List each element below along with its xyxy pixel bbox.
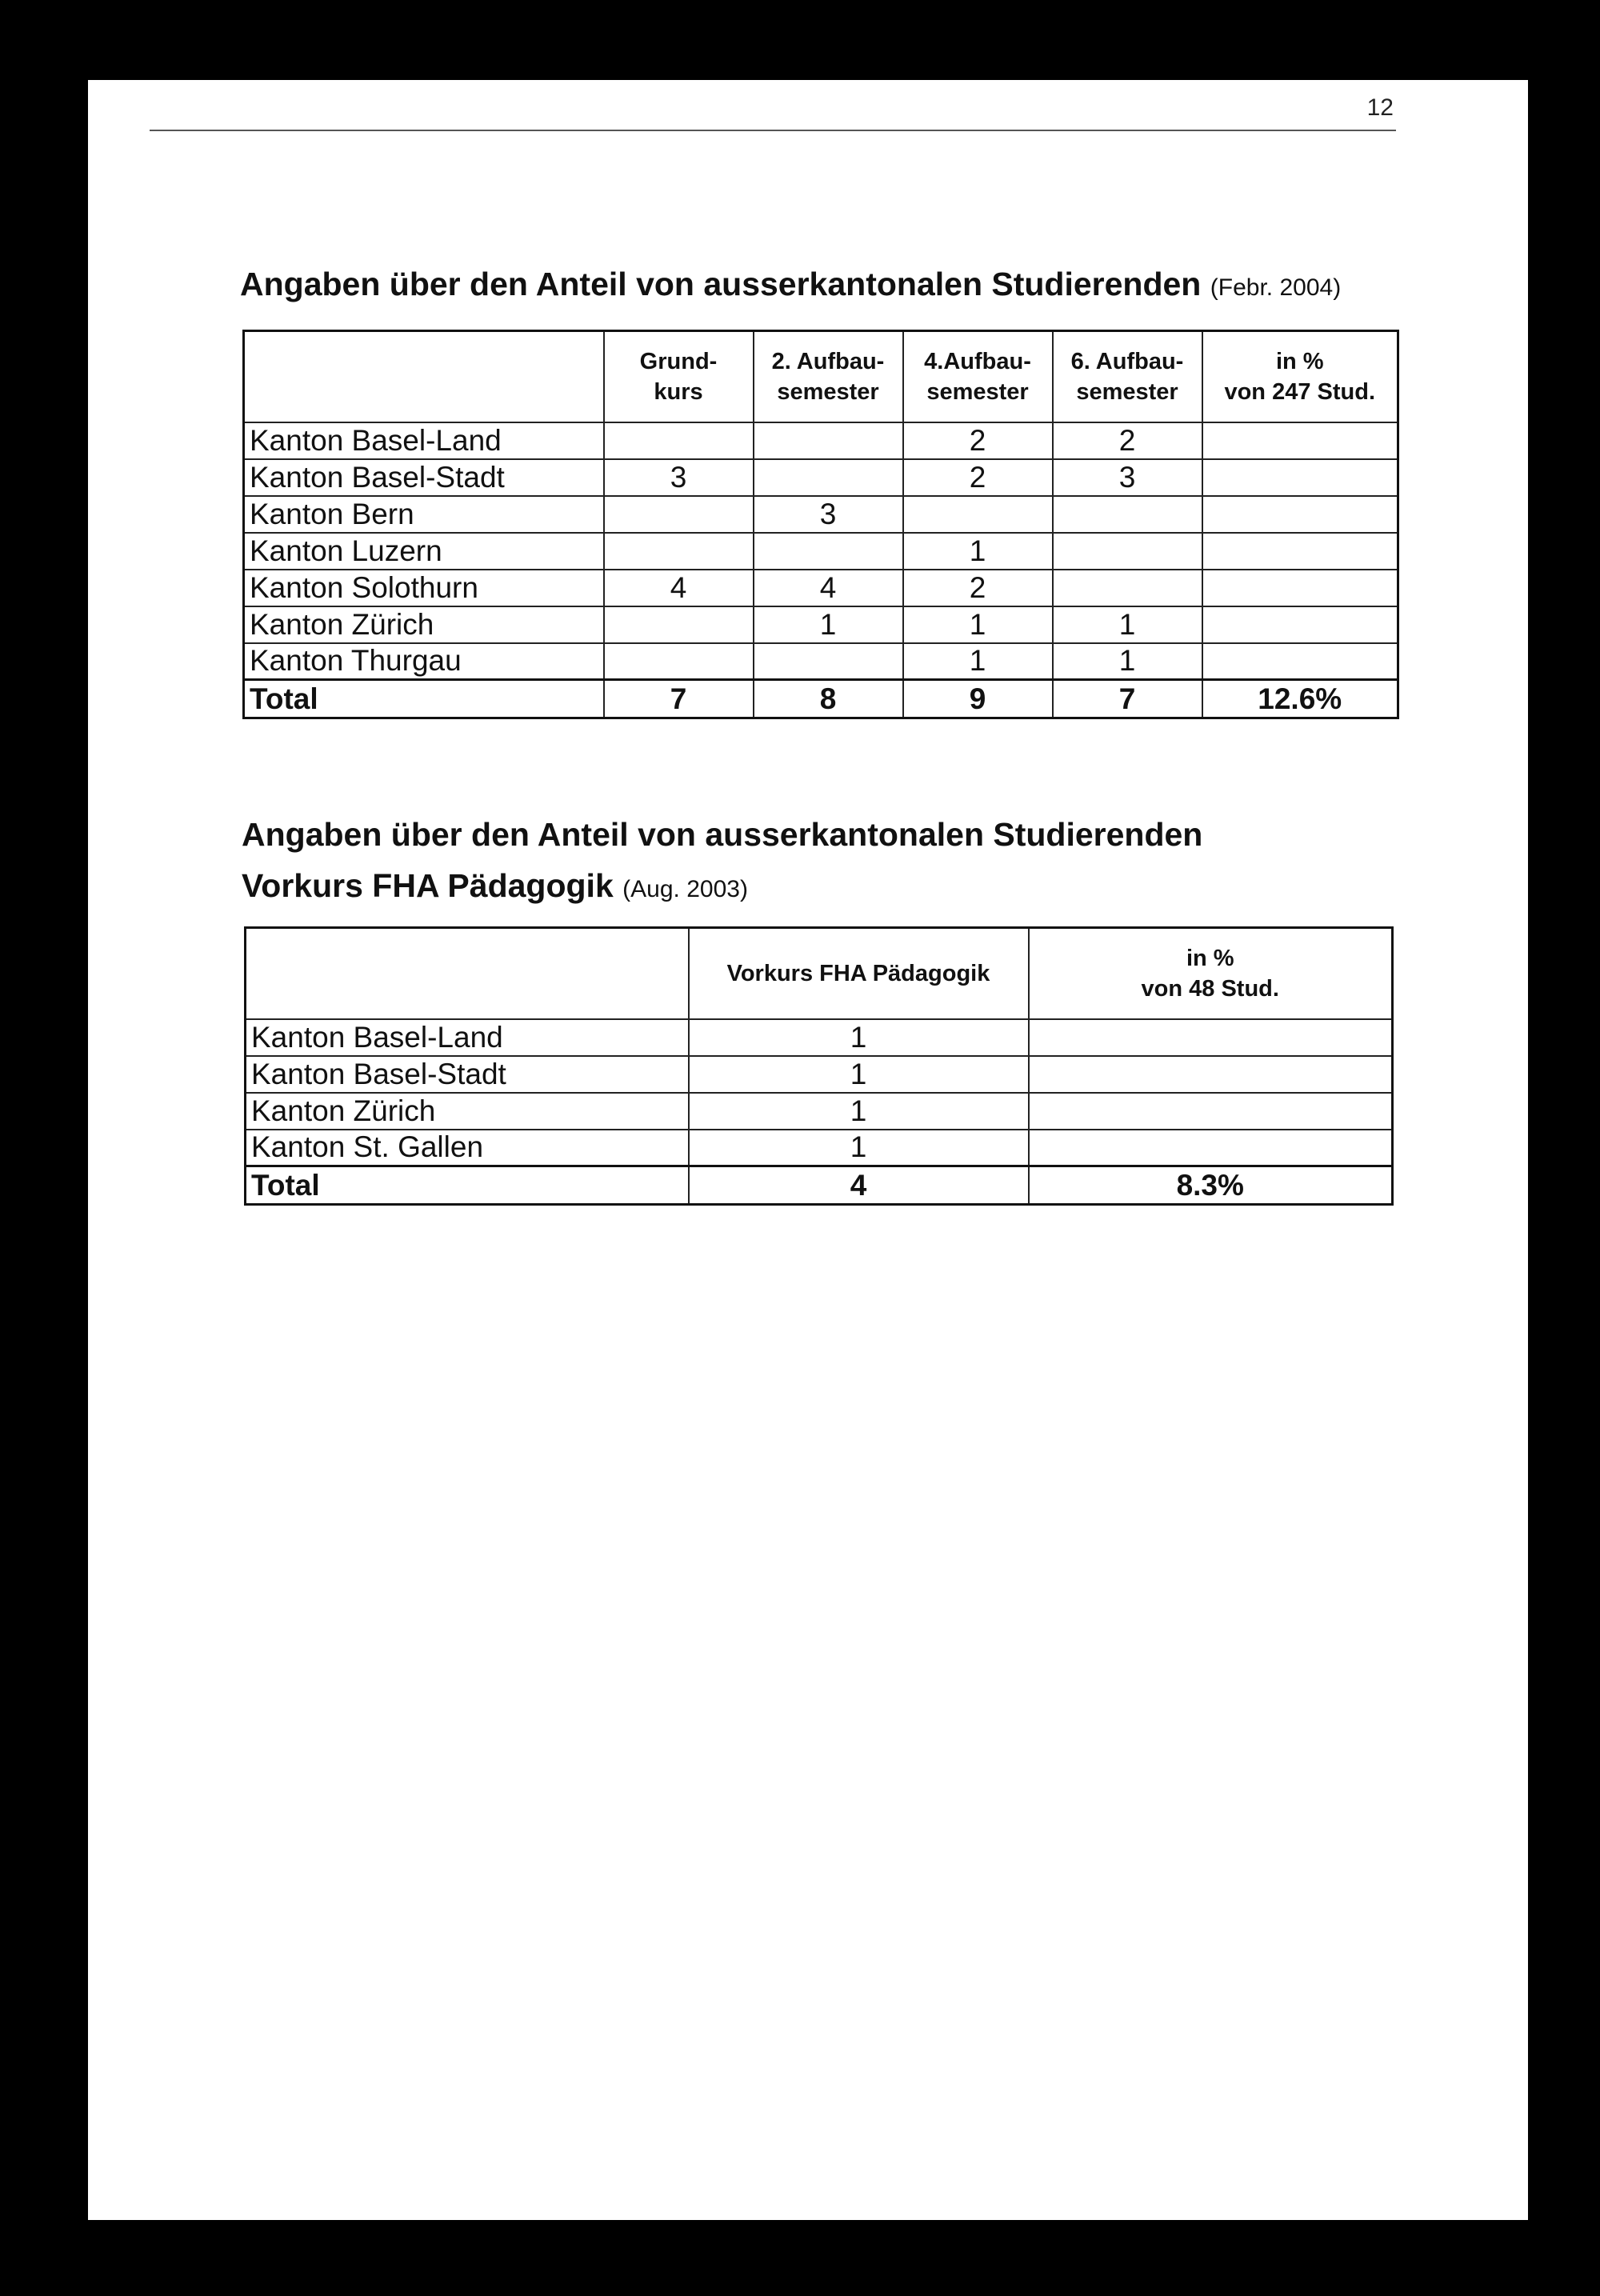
cell-value <box>754 422 903 459</box>
cell-value <box>1202 496 1398 533</box>
column-header <box>244 331 604 422</box>
total-row <box>244 680 1398 718</box>
cell-value: 3 <box>754 496 903 533</box>
cell-value: 1 <box>903 643 1053 680</box>
column-header <box>754 331 903 422</box>
cell-value: 2 <box>903 422 1053 459</box>
cell-value: 2 <box>903 459 1053 496</box>
total-value: 7 <box>604 680 754 718</box>
cell-value <box>754 459 903 496</box>
cell-value <box>1029 1093 1393 1130</box>
column-header-line2: von 48 Stud. <box>1141 975 1279 1002</box>
table-row <box>246 1056 1393 1093</box>
cell-value: 3 <box>1053 459 1202 496</box>
total-label: Total <box>246 1166 689 1205</box>
cell-value: 1 <box>689 1019 1029 1056</box>
row-label: Kanton Zürich <box>246 1093 689 1130</box>
row-label: Kanton Solothurn <box>244 570 604 606</box>
cell-value <box>1053 570 1202 606</box>
cell-value: 1 <box>689 1130 1029 1166</box>
cell-value <box>604 422 754 459</box>
cell-value <box>754 533 903 570</box>
section2-title-line2 <box>242 866 748 910</box>
total-row <box>246 1166 1393 1205</box>
section2-title-note: (Aug. 2003) <box>622 876 748 902</box>
column-header-line1: Vorkurs FHA Pädagogik <box>726 960 990 986</box>
column-header-line1: 2. Aufbau- <box>771 348 885 374</box>
column-header-line1: in % <box>1275 348 1324 374</box>
total-value: 7 <box>1053 680 1202 718</box>
table-row <box>244 459 1398 496</box>
cell-value: 1 <box>1053 606 1202 643</box>
column-header-line1: Grund- <box>639 348 718 374</box>
table-row <box>244 533 1398 570</box>
cell-value: 1 <box>754 606 903 643</box>
row-label: Kanton Basel-Land <box>246 1019 689 1056</box>
column-header-line2: von 247 Stud. <box>1224 378 1376 405</box>
column-header-line1: 4.Aufbau- <box>924 348 1031 374</box>
cell-value <box>1202 533 1398 570</box>
cell-value <box>1202 422 1398 459</box>
cell-value <box>754 643 903 680</box>
column-header <box>689 928 1029 1019</box>
row-label: Kanton Basel-Stadt <box>246 1056 689 1093</box>
cell-value: 1 <box>903 606 1053 643</box>
column-header-line1: in % <box>1186 945 1234 971</box>
section2-title-line1: Angaben über den Anteil von ausserkantonalen Studierenden <box>242 816 1203 853</box>
table-row <box>244 496 1398 533</box>
cell-value: 1 <box>689 1093 1029 1130</box>
total-value: 9 <box>903 680 1053 718</box>
table-row <box>244 606 1398 643</box>
table-header-row <box>246 928 1393 1019</box>
section1-title <box>240 264 1341 308</box>
total-value: 8.3% <box>1029 1166 1393 1205</box>
total-value: 8 <box>754 680 903 718</box>
cell-value <box>1202 606 1398 643</box>
cell-value: 1 <box>689 1056 1029 1093</box>
cell-value <box>1029 1130 1393 1166</box>
total-label: Total <box>244 680 604 718</box>
column-header-line2: semester <box>926 378 1029 405</box>
cell-value: 3 <box>604 459 754 496</box>
cell-value <box>604 496 754 533</box>
column-header <box>903 331 1053 422</box>
table-row <box>244 643 1398 680</box>
row-label: Kanton Zürich <box>244 606 604 643</box>
table-row <box>246 1130 1393 1166</box>
column-header <box>246 928 689 1019</box>
total-value: 12.6% <box>1202 680 1398 718</box>
students-table-2003 <box>244 926 1394 1206</box>
cell-value <box>1202 643 1398 680</box>
row-label: Kanton Basel-Stadt <box>244 459 604 496</box>
cell-value <box>1202 459 1398 496</box>
cell-value <box>1053 533 1202 570</box>
total-value: 4 <box>689 1166 1029 1205</box>
cell-value <box>1053 496 1202 533</box>
table-header-row <box>244 331 1398 422</box>
section1-title-note: (Febr. 2004) <box>1210 274 1342 301</box>
cell-value <box>1029 1019 1393 1056</box>
section1-title-text: Angaben über den Anteil von ausserkantonalen Studierenden <box>240 266 1202 302</box>
cell-value: 1 <box>903 533 1053 570</box>
column-header <box>1202 331 1398 422</box>
table-row <box>246 1093 1393 1130</box>
cell-value <box>604 533 754 570</box>
cell-value <box>604 606 754 643</box>
section2-title-text: Vorkurs FHA Pädagogik <box>242 867 614 904</box>
cell-value: 4 <box>754 570 903 606</box>
cell-value: 4 <box>604 570 754 606</box>
column-header <box>1029 928 1393 1019</box>
cell-value <box>604 643 754 680</box>
cell-value <box>1202 570 1398 606</box>
page-number: 12 <box>1366 94 1394 121</box>
row-label: Kanton St. Gallen <box>246 1130 689 1166</box>
header-rule <box>150 130 1396 131</box>
students-table-2004 <box>242 330 1399 719</box>
table-row <box>246 1019 1393 1056</box>
column-header <box>604 331 754 422</box>
table-row <box>244 570 1398 606</box>
column-header-line2: kurs <box>654 378 703 405</box>
column-header-line2: semester <box>777 378 879 405</box>
cell-value: 2 <box>1053 422 1202 459</box>
row-label: Kanton Thurgau <box>244 643 604 680</box>
column-header <box>1053 331 1202 422</box>
column-header-line1: 6. Aufbau- <box>1070 348 1184 374</box>
cell-value <box>1029 1056 1393 1093</box>
table-row <box>244 422 1398 459</box>
row-label: Kanton Luzern <box>244 533 604 570</box>
row-label: Kanton Basel-Land <box>244 422 604 459</box>
cell-value <box>903 496 1053 533</box>
column-header-line2: semester <box>1076 378 1178 405</box>
row-label: Kanton Bern <box>244 496 604 533</box>
cell-value: 2 <box>903 570 1053 606</box>
cell-value: 1 <box>1053 643 1202 680</box>
